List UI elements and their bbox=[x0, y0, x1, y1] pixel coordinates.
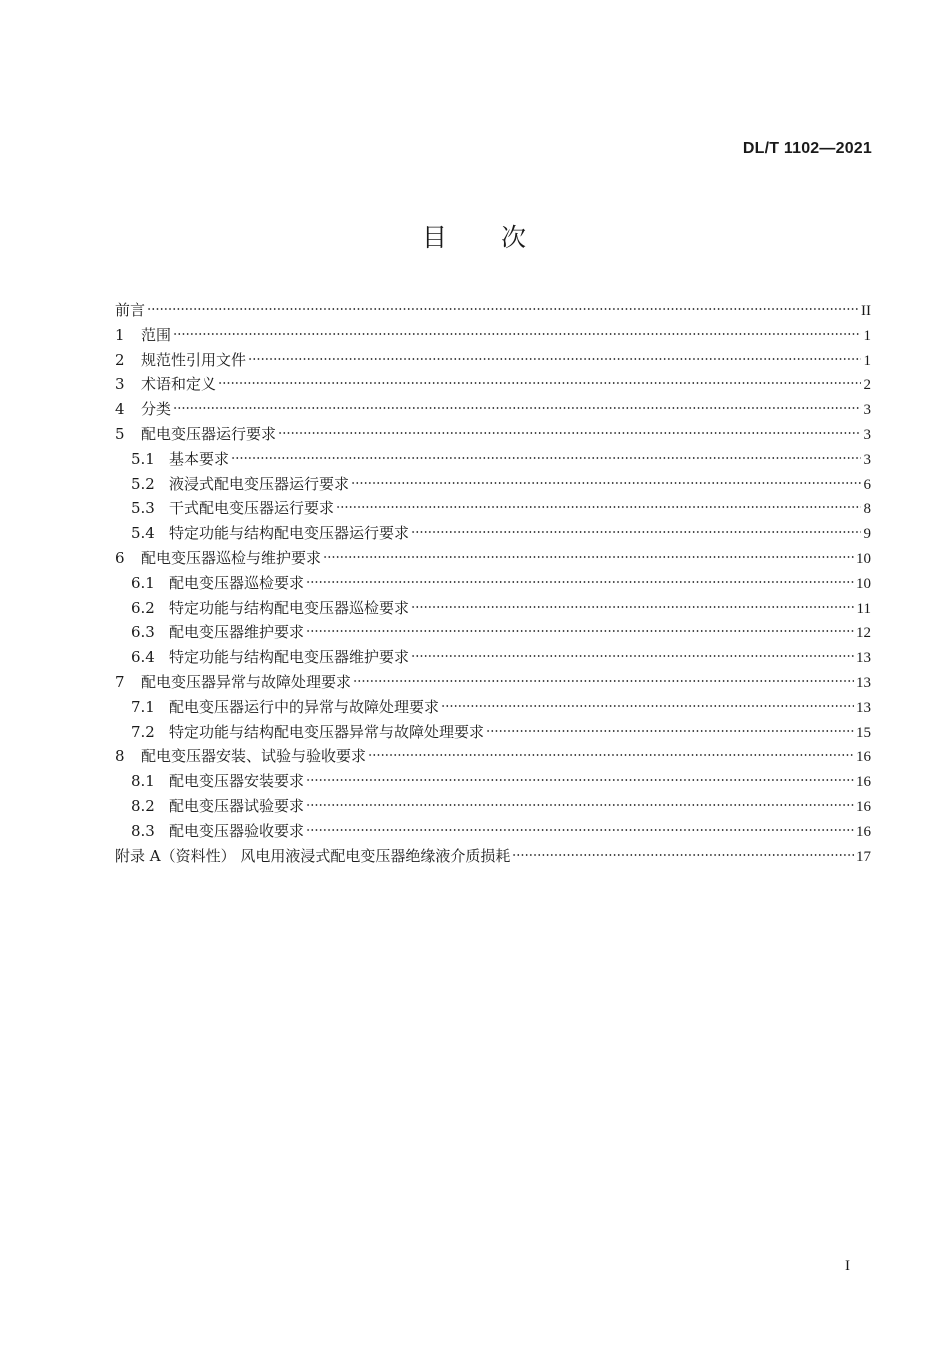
toc-entry-page: 10 bbox=[856, 575, 871, 592]
toc-entry-number: 8.1 bbox=[131, 772, 155, 791]
toc-dot-leader bbox=[306, 804, 854, 806]
standard-code: DL/T 1102—2021 bbox=[742, 140, 872, 157]
toc-entry[interactable] bbox=[115, 720, 871, 745]
toc-entry-page: 12 bbox=[856, 625, 871, 642]
toc-entry-number: 3 bbox=[115, 375, 125, 394]
toc-entry[interactable] bbox=[115, 298, 871, 323]
toc-entry-number: 5.4 bbox=[131, 524, 155, 543]
toc-entry-label: 规范性引用文件 bbox=[141, 350, 247, 369]
toc-entry-page: 16 bbox=[856, 798, 871, 815]
toc-entry-number: 6.2 bbox=[131, 598, 155, 617]
toc-entry[interactable] bbox=[115, 372, 871, 397]
toc-dot-leader bbox=[306, 630, 854, 632]
toc-entry[interactable] bbox=[115, 422, 871, 447]
toc-dot-leader bbox=[173, 407, 861, 409]
toc-dot-leader bbox=[231, 457, 861, 459]
toc-dot-leader bbox=[218, 382, 861, 384]
toc-entry[interactable] bbox=[115, 819, 871, 844]
toc-dot-leader bbox=[306, 779, 854, 781]
toc-entry[interactable] bbox=[115, 323, 871, 348]
toc-entry-page: 3 bbox=[863, 451, 871, 468]
toc-entry-number: 5.2 bbox=[131, 474, 155, 493]
toc-dot-leader bbox=[512, 854, 854, 856]
toc-dot-leader bbox=[368, 754, 854, 756]
toc-dot-leader bbox=[278, 432, 861, 434]
toc-dot-leader bbox=[173, 333, 861, 335]
toc-entry-label: 配电变压器验收要求 bbox=[169, 821, 305, 840]
toc-entry[interactable] bbox=[115, 472, 871, 497]
toc-entry-number: 5.3 bbox=[131, 499, 155, 518]
toc-entry-label: 液浸式配电变压器运行要求 bbox=[169, 474, 350, 493]
toc-entry-page: II bbox=[861, 303, 871, 319]
footer-page-number: I bbox=[845, 1258, 850, 1274]
toc-entry-number: 8.2 bbox=[131, 796, 155, 815]
toc-entry-page: 17 bbox=[856, 848, 871, 865]
toc-entry-number: 1 bbox=[115, 325, 125, 344]
toc-entry-label: 特定功能与结构配电变压器维护要求 bbox=[169, 648, 410, 667]
toc-entry[interactable] bbox=[115, 546, 871, 571]
toc-entry-page: 13 bbox=[856, 699, 871, 716]
toc-dot-leader bbox=[411, 655, 854, 657]
toc-entry-label: 附录 A（资料性） 风电用液浸式配电变压器绝缘液介质损耗 bbox=[115, 846, 511, 865]
toc-entry[interactable] bbox=[115, 744, 871, 769]
toc-dot-leader bbox=[306, 581, 854, 583]
toc-dot-leader bbox=[441, 705, 854, 707]
title-char-1: 目 bbox=[421, 223, 449, 252]
toc-dot-leader bbox=[353, 680, 854, 682]
toc-entry-label: 配电变压器巡检与维护要求 bbox=[141, 548, 322, 567]
toc-entry-number: 6.1 bbox=[131, 573, 155, 592]
toc-entry[interactable] bbox=[115, 348, 871, 373]
toc-dot-leader bbox=[336, 506, 861, 508]
toc-dot-leader bbox=[351, 482, 861, 484]
toc-entry[interactable] bbox=[115, 645, 871, 670]
toc-entry[interactable] bbox=[115, 620, 871, 645]
toc-entry-number: 6 bbox=[115, 548, 125, 567]
toc-entry-label: 配电变压器运行要求 bbox=[141, 424, 277, 443]
toc-dot-leader bbox=[248, 358, 861, 360]
toc-entry-page: 13 bbox=[856, 650, 871, 667]
toc-entry-label: 术语和定义 bbox=[141, 375, 217, 394]
toc-entry-page: 13 bbox=[856, 674, 871, 691]
toc-entry-label: 基本要求 bbox=[169, 449, 230, 468]
table-of-contents bbox=[115, 298, 871, 868]
toc-entry-number: 6.4 bbox=[131, 648, 155, 667]
toc-entry-page: 9 bbox=[863, 526, 871, 543]
toc-entry-number: 7.2 bbox=[131, 722, 155, 741]
toc-entry-label: 配电变压器安装、试验与验收要求 bbox=[141, 747, 367, 766]
toc-dot-leader bbox=[411, 531, 861, 533]
toc-entry-page: 16 bbox=[856, 749, 871, 766]
toc-entry-label: 配电变压器异常与故障处理要求 bbox=[141, 672, 352, 691]
toc-dot-leader bbox=[147, 308, 859, 310]
toc-entry-page: 1 bbox=[863, 352, 871, 369]
toc-entry-number: 7 bbox=[115, 672, 125, 691]
toc-entry-number: 7.1 bbox=[131, 697, 155, 716]
toc-entry[interactable] bbox=[115, 397, 871, 422]
toc-entry-page: 8 bbox=[863, 501, 871, 518]
toc-dot-leader bbox=[323, 556, 854, 558]
toc-dot-leader bbox=[306, 829, 854, 831]
toc-entry-label: 配电变压器运行中的异常与故障处理要求 bbox=[169, 697, 440, 716]
toc-entry[interactable] bbox=[115, 571, 871, 596]
toc-entry-label: 配电变压器安装要求 bbox=[169, 772, 305, 791]
toc-entry-page: 1 bbox=[863, 327, 871, 344]
toc-entry[interactable] bbox=[115, 844, 871, 869]
toc-entry-number: 6.3 bbox=[131, 623, 155, 642]
toc-entry[interactable] bbox=[115, 496, 871, 521]
toc-entry[interactable] bbox=[115, 769, 871, 794]
toc-entry-label: 特定功能与结构配电变压器异常与故障处理要求 bbox=[169, 722, 485, 741]
toc-dot-leader bbox=[486, 730, 854, 732]
toc-entry-number: 8.3 bbox=[131, 821, 155, 840]
toc-entry-label: 前言 bbox=[115, 301, 146, 319]
toc-entry[interactable] bbox=[115, 794, 871, 819]
toc-entry-number: 8 bbox=[115, 747, 125, 766]
toc-entry-label: 配电变压器巡检要求 bbox=[169, 573, 305, 592]
toc-entry-number: 2 bbox=[115, 350, 125, 369]
toc-entry-label: 范围 bbox=[141, 325, 172, 344]
toc-entry[interactable] bbox=[115, 596, 871, 621]
toc-entry-page: 16 bbox=[856, 823, 871, 840]
toc-entry-label: 配电变压器维护要求 bbox=[169, 623, 305, 642]
toc-entry-label: 分类 bbox=[141, 400, 172, 419]
title-char-2: 次 bbox=[501, 223, 529, 252]
toc-entry-page: 11 bbox=[856, 600, 871, 617]
toc-entry[interactable] bbox=[115, 670, 871, 695]
toc-entry-page: 3 bbox=[863, 426, 871, 443]
toc-dot-leader bbox=[411, 606, 855, 608]
toc-entry-page: 15 bbox=[856, 724, 871, 741]
toc-entry-page: 3 bbox=[863, 402, 871, 419]
toc-entry-page: 10 bbox=[856, 550, 871, 567]
toc-entry-number: 5 bbox=[115, 424, 125, 443]
page-title bbox=[0, 218, 950, 254]
toc-entry-label: 特定功能与结构配电变压器巡检要求 bbox=[169, 598, 410, 617]
toc-entry[interactable] bbox=[115, 447, 871, 472]
toc-entry-number: 5.1 bbox=[131, 449, 155, 468]
toc-entry-page: 6 bbox=[863, 476, 871, 493]
toc-entry-label: 配电变压器试验要求 bbox=[169, 796, 305, 815]
toc-entry-label: 特定功能与结构配电变压器运行要求 bbox=[169, 524, 410, 543]
toc-entry[interactable] bbox=[115, 521, 871, 546]
toc-entry-page: 16 bbox=[856, 774, 871, 791]
toc-entry-label: 干式配电变压器运行要求 bbox=[169, 499, 335, 518]
toc-entry-number: 4 bbox=[115, 400, 125, 419]
toc-entry[interactable] bbox=[115, 695, 871, 720]
toc-entry-page: 2 bbox=[863, 377, 871, 394]
